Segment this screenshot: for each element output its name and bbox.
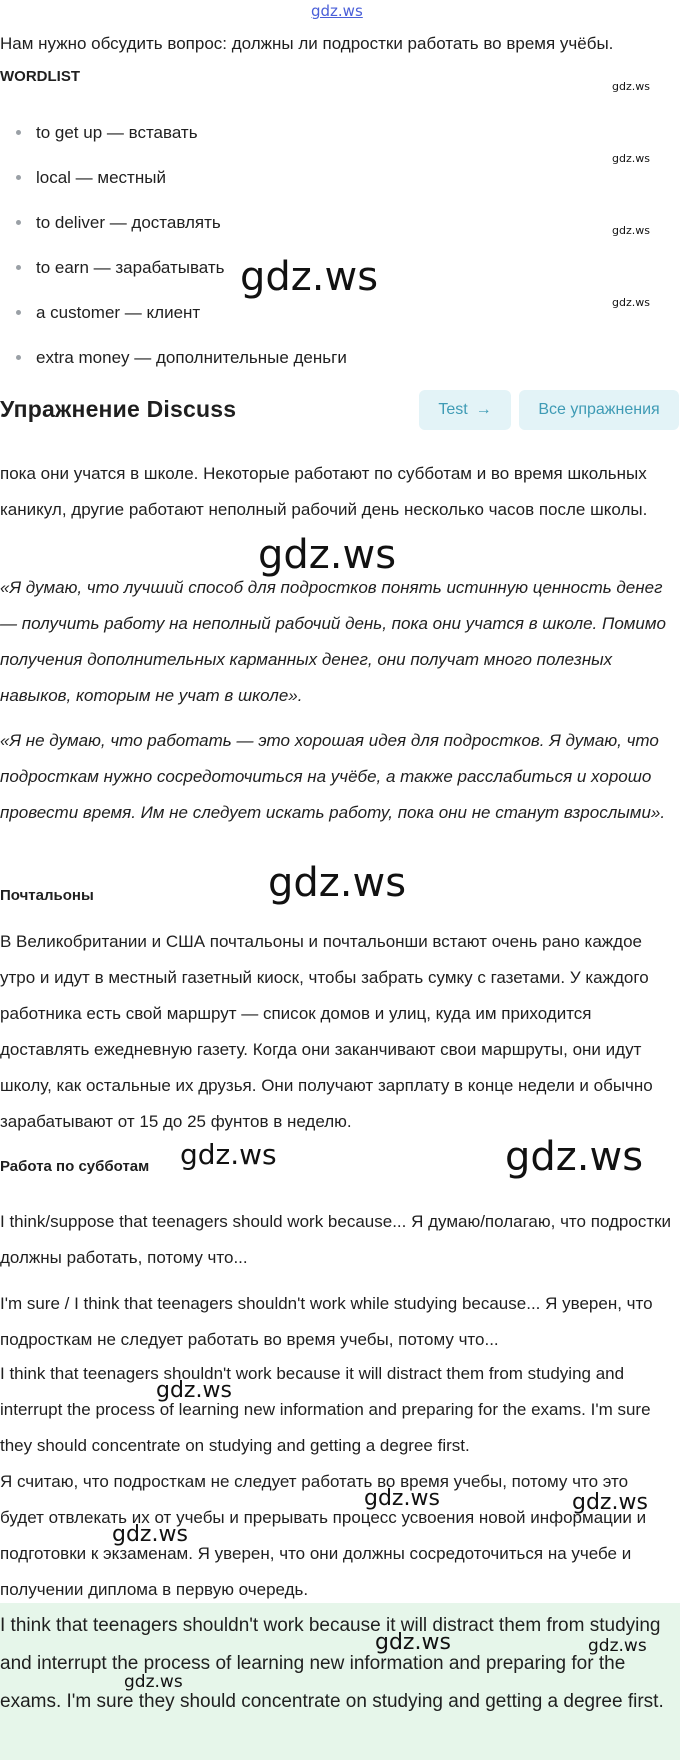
arrow-right-icon: →	[475, 401, 492, 418]
list-item-text: local — местный	[36, 168, 166, 187]
bullet-icon	[16, 220, 21, 225]
paragraph: I think that teenagers shouldn't work because it will distract them from studying and interrupt the process of learning new information and preparing for the exams. I'm sure they should concentrate on studying and getting a degree first.	[0, 1364, 651, 1455]
watermark: gdz.ws	[180, 1138, 277, 1171]
list-item	[0, 200, 347, 245]
bullet-icon	[16, 175, 21, 180]
list-item	[0, 155, 347, 200]
wordlist-title: WORDLIST	[0, 68, 80, 85]
watermark: gdz.ws	[112, 1522, 188, 1547]
list-item-text: to earn — зарабатывать	[36, 258, 225, 277]
watermark: gdz.ws	[240, 254, 379, 300]
list-item	[0, 110, 347, 155]
test-button[interactable]	[419, 390, 511, 430]
paragraph: Я считаю, что подросткам не следует работать во время учебы, потому что это будет отвлекать их от учебы и прерывать процесс усвоения новой информации и подготовки к экзаменам. Я уверен, что они должны сосредоточиться на учебе и получении диплома в первую очередь.	[0, 1472, 647, 1599]
watermark: gdz.ws	[572, 1490, 648, 1515]
bullet-icon	[16, 310, 21, 315]
quote-paragraph: «Я не думаю, что работать — это хорошая идея для подростков. Я думаю, что подросткам нужно сосредоточиться на учёбе, а также расслабиться и хорошо провести время. Им не следует искать работу, пока они не станут взрослыми».	[0, 731, 666, 822]
list-item-text: extra money — дополнительные деньги	[36, 348, 347, 367]
list-item-text: to get up — вставать	[36, 123, 198, 142]
bullet-icon	[16, 265, 21, 270]
test-button-label: Test	[438, 401, 468, 418]
bullet-icon	[16, 130, 21, 135]
paragraph: В Великобритании и США почтальоны и почтальонши встают очень рано каждое утро и идут в местный газетный киоск, чтобы забрать сумку с газетами. У каждого работника есть свой маршрут — список домов и улиц, куда им приходится доставлять ежедневную газету. Когда они заканчивают свои маршруты, они идут школу, как остальные их друзья. Они получают зарплату в конце недели и обычно зарабатывают от 15 до 25 фунтов в неделю.	[0, 932, 653, 1131]
watermark: gdz.ws	[588, 1636, 647, 1656]
watermark: gdz.ws	[375, 1630, 451, 1655]
bullet-icon	[16, 355, 21, 360]
watermark: gdz.ws	[258, 532, 397, 578]
watermark-link[interactable]: gdz.ws	[311, 2, 363, 20]
watermark: gdz.ws	[156, 1378, 232, 1403]
list-item-text: to deliver — доставлять	[36, 213, 221, 232]
watermark: gdz.ws	[268, 860, 407, 906]
all-exercises-button[interactable]: Все упражнения	[519, 390, 679, 430]
watermark: gdz.ws	[124, 1672, 183, 1692]
intro-text: Нам нужно обсудить вопрос: должны ли подростки работать во время учёбы.	[0, 34, 614, 53]
watermark: gdz.ws	[612, 80, 650, 93]
highlighted-answer: I think that teenagers shouldn't work because it will distract them from studying and interrupt the process of learning new information and preparing for the exams. I'm sure they should concentrate on studying and getting a degree first.	[0, 1615, 664, 1712]
watermark: gdz.ws	[612, 224, 650, 237]
watermark: gdz.ws	[505, 1134, 644, 1180]
paragraph: I think/suppose that teenagers should work because... Я думаю/полагаю, что подростки должны работать, потому что...	[0, 1212, 672, 1267]
quote-paragraph: «Я думаю, что лучший способ для подростков понять истинную ценность денег — получить работу на неполный рабочий день, пока они учатся в школе. Помимо получения дополнительных карманных денег, они получат много полезных навыков, которым не учат в школе».	[0, 578, 666, 705]
watermark: gdz.ws	[364, 1486, 440, 1511]
wordlist	[0, 110, 347, 380]
paragraph: I'm sure / I think that teenagers shouldn't work while studying because... Я уверен, что подросткам не следует работать во время учебы, потому что...	[0, 1294, 653, 1349]
section-heading: Почтальоны	[0, 887, 94, 904]
list-item	[0, 335, 347, 380]
paragraph: пока они учатся в школе. Некоторые работают по субботам и во время школьных каникул, другие работают неполный рабочий день несколько часов после школы.	[0, 464, 648, 519]
watermark: gdz.ws	[612, 296, 650, 309]
watermark: gdz.ws	[612, 152, 650, 165]
list-item-text: a customer — клиент	[36, 303, 201, 322]
exercise-title: Упражнение Discuss	[0, 396, 237, 422]
section-heading: Работа по субботам	[0, 1158, 150, 1175]
